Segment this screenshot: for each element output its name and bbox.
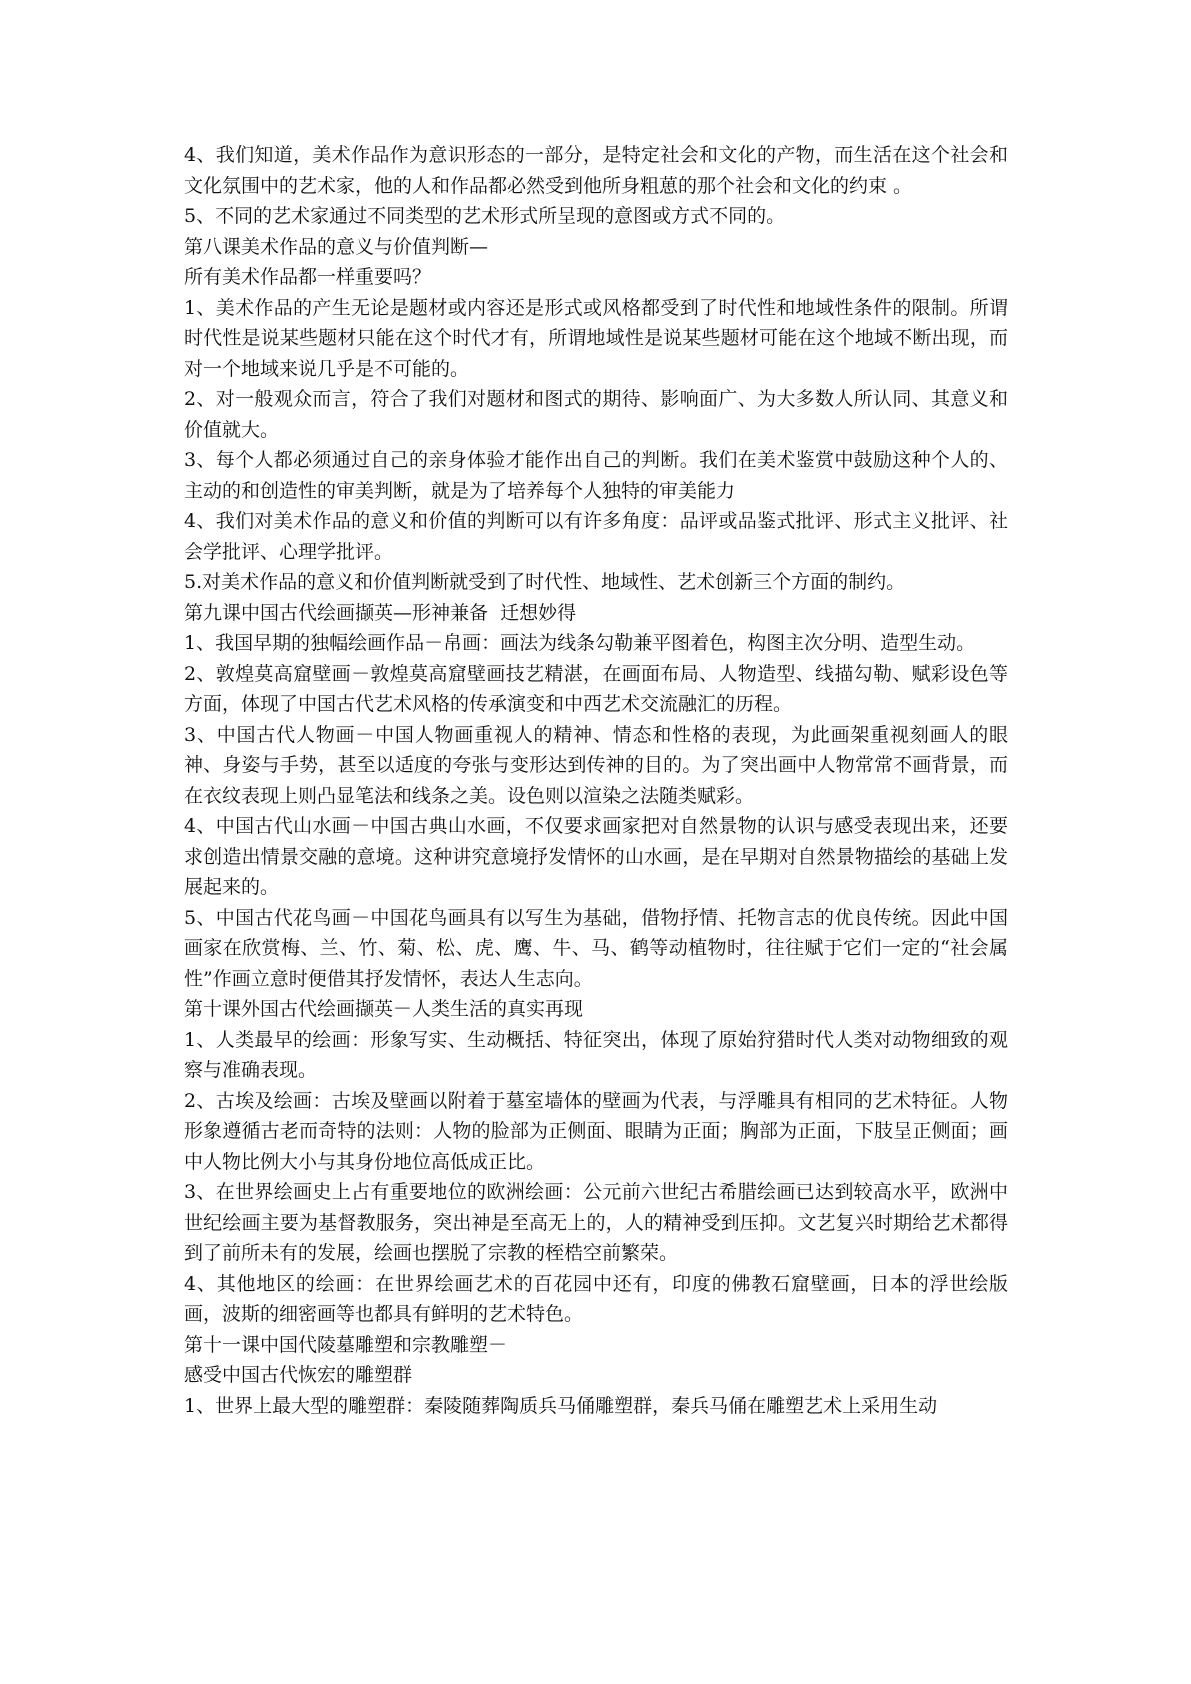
lesson-heading: 第九课中国古代绘画撷英—形神兼备 迁想妙得 <box>184 601 577 624</box>
paragraph: 2、古埃及绘画：古埃及壁画以附着于墓室墙体的壁画为代表，与浮雕具有相同的艺术特征。人物形象遵循古老而奇特的法则：人物的脸部为正侧面、眼睛为正面；胸部为正面，下肢呈正侧面；画中人物比例大小与其身份地位高低成正比。 <box>184 1089 1008 1173</box>
paragraph: 4、我们知道，美术作品作为意识形态的一部分，是特定社会和文化的产物，而生活在这个社会和文化氛围中的艺术家，他的人和作品都必然受到他所身粗葸的那个社会和文化的约束 。 <box>184 144 1008 197</box>
paragraph: 4、中国古代山水画－中国古典山水画，不仅要求画家把对自然景物的认识与感受表现出来，还要求创造出情景交融的意境。这种讲究意境抒发情怀的山水画，是在早期对自然景物描绘的基础上发展起来的。 <box>184 815 1008 898</box>
paragraph: 1、美术作品的产生无论是题材或内容还是形式或风格都受到了时代性和地域性条件的限制。所谓时代性是说某些题材只能在这个时代才有，所谓地域性是说某些题材可能在这个地域不断出现，而对一个地域来说几乎是不可能的。 <box>184 296 1008 380</box>
paragraph: 4、我们对美术作品的意义和价值的判断可以有许多角度：品评或品鉴式批评、形式主义批评、社会学批评、心理学批评。 <box>184 510 1008 563</box>
lesson-heading: 第八课美术作品的意义与价值判断— <box>184 235 489 258</box>
paragraph: 2、对一般观众而言，符合了我们对题材和图式的期待、影响面广、为大多数人所认同、其意义和价值就大。 <box>184 388 1008 441</box>
paragraph: 1、我国早期的独幅绘画作品－帛画：画法为线条勾勒兼平图着色，构图主次分明、造型生动。 <box>184 632 976 654</box>
lesson-subheading: 所有美术作品都一样重要吗？ <box>184 266 432 288</box>
paragraph: 5.对美术作品的意义和价值判断就受到了时代性、地域性、艺术创新三个方面的制约。 <box>184 571 906 593</box>
paragraph: 3、在世界绘画史上占有重要地位的欧洲绘画：公元前六世纪古希腊绘画已达到较高水平，欧洲中世纪绘画主要为基督教服务，突出神是至高无上的，人的精神受到压抑。文艺复兴时期给艺术都得到了前所未有的发展，绘画也摆脱了宗教的桎梏空前繁荣。 <box>184 1181 1008 1264</box>
paragraph: 1、世界上最大型的雕塑群：秦陵随葬陶质兵马俑雕塑群，秦兵马俑在雕塑艺术上采用生动 <box>184 1394 938 1417</box>
paragraph: 4、其他地区的绘画：在世界绘画艺术的百花园中还有，印度的佛教石窟壁画，日本的浮世绘版画，波斯的细密画等也都具有鲜明的艺术特色。 <box>184 1272 1008 1325</box>
paragraph: 1、人类最早的绘画：形象写实、生动概括、特征突出，体现了原始狩猎时代人类对动物细致的观察与准确表现。 <box>184 1028 1008 1081</box>
lesson-heading: 第十课外国古代绘画撷英－人类生活的真实再现 <box>184 998 584 1020</box>
document-page <box>184 140 1008 1421</box>
lesson-heading: 第十一课中国代陵墓雕塑和宗教雕塑－ <box>184 1333 508 1356</box>
paragraph: 5、中国古代花鸟画－中国花鸟画具有以写生为基础，借物抒情、托物言志的优良传统。因此中国画家在欣赏梅、兰、竹、菊、松、虎、鹰、牛、马、鹤等动植物时，往往赋于它们一定的“社会属性”作画立意时便借其抒发情怀，表达人生志向。 <box>184 906 1008 990</box>
paragraph: 5、不同的艺术家通过不同类型的艺术形式所呈现的意图或方式不同的。 <box>184 205 786 227</box>
paragraph: 3、中国古代人物画－中国人物画重视人的精神、情态和性格的表现，为此画架重视刻画人的眼神、身姿与手势，甚至以适度的夸张与变形达到传神的目的。为了突出画中人物常常不画背景，而在衣纹表现上则凸显笔法和线条之美。设色则以渲染之法随类赋彩。 <box>184 723 1008 807</box>
lesson-subheading: 感受中国古代恢宏的雕塑群 <box>184 1364 413 1386</box>
paragraph: 2、敦煌莫高窟壁画－敦煌莫高窟壁画技艺精湛，在画面布局、人物造型、线描勾勒、赋彩设色等方面，体现了中国古代艺术风格的传承演变和中西艺术交流融汇的历程。 <box>184 662 1008 715</box>
paragraph: 3、每个人都必须通过自己的亲身体验才能作出自己的判断。我们在美术鉴赏中鼓励这种个人的、主动的和创造性的审美判断，就是为了培养每个人独特的审美能力 <box>184 449 1008 502</box>
